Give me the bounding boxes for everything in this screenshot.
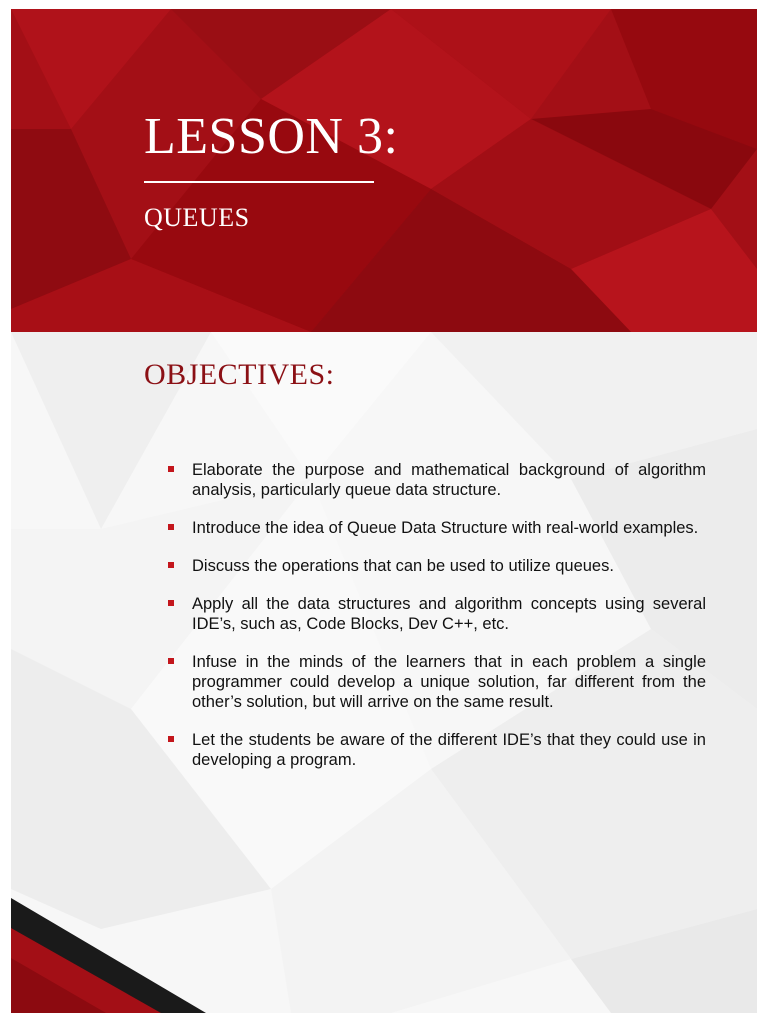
square-bullet-icon bbox=[168, 562, 174, 568]
title-divider bbox=[144, 181, 374, 183]
objective-text: Introduce the idea of Queue Data Structure with real-world examples. bbox=[192, 519, 699, 537]
document-page bbox=[11, 9, 757, 1013]
objective-item bbox=[166, 556, 706, 576]
square-bullet-icon bbox=[168, 466, 174, 472]
objective-item bbox=[166, 652, 706, 712]
header-facets bbox=[11, 9, 757, 332]
objective-item bbox=[166, 460, 706, 500]
objective-text: Infuse in the minds of the learners that in each problem a single programmer could develop a unique solution, far different from the other’s solution, but will arrive on the same result. bbox=[192, 653, 706, 711]
square-bullet-icon bbox=[168, 736, 174, 742]
objective-text: Apply all the data structures and algorithm concepts using several IDE’s, such as, Code Blocks, Dev C++, etc. bbox=[192, 595, 706, 633]
objectives-heading: OBJECTIVES: bbox=[144, 358, 335, 391]
square-bullet-icon bbox=[168, 524, 174, 530]
objective-text: Discuss the operations that can be used to utilize queues. bbox=[192, 557, 614, 575]
square-bullet-icon bbox=[168, 600, 174, 606]
header-banner bbox=[11, 9, 757, 332]
lesson-title: LESSON 3: bbox=[144, 108, 399, 165]
objective-item bbox=[166, 594, 706, 634]
objective-item bbox=[166, 518, 706, 538]
objectives-list bbox=[166, 460, 706, 788]
square-bullet-icon bbox=[168, 658, 174, 664]
corner-decoration bbox=[11, 898, 211, 1013]
objective-text: Let the students be aware of the different IDE’s that they could use in developing a program. bbox=[192, 731, 706, 769]
objective-text: Elaborate the purpose and mathematical background of algorithm analysis, particularly queue data structure. bbox=[192, 461, 706, 499]
objective-item bbox=[166, 730, 706, 770]
lesson-subtitle: QUEUES bbox=[144, 203, 250, 232]
